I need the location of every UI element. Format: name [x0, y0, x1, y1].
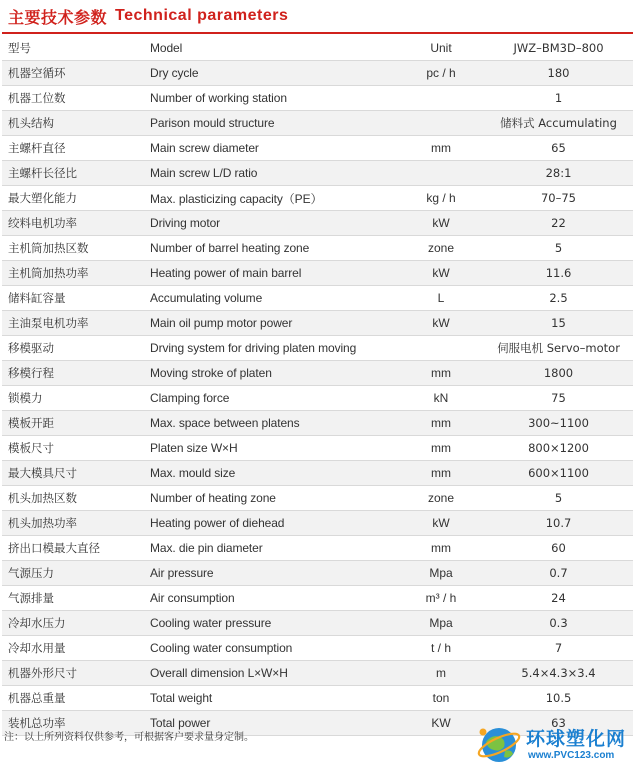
table-row [2, 336, 633, 361]
param-unit: zone [427, 491, 455, 505]
param-value: 0.3 [549, 616, 568, 630]
footnote: 注：以上所列资料仅供参考，可根据客户要求量身定制。 [4, 732, 254, 743]
param-name-cn: 移模行程 [8, 366, 54, 380]
param-name-cn: 气源排量 [8, 591, 54, 605]
param-value: 11.6 [545, 266, 572, 280]
param-value: 5 [554, 491, 563, 505]
param-value: JWZ–BM3D–800 [513, 41, 604, 55]
table-row [2, 511, 633, 536]
param-name-en: Model [150, 41, 183, 55]
param-name-en: Main screw diameter [150, 141, 259, 155]
param-name-cn: 模板尺寸 [8, 441, 54, 455]
param-name-en: Air pressure [150, 566, 214, 580]
spec-table [2, 36, 633, 736]
table-row [2, 536, 633, 561]
title-divider [2, 32, 633, 34]
param-value: 10.5 [545, 691, 572, 705]
param-value: 22 [551, 216, 566, 230]
title-en: Technical parameters [115, 7, 289, 24]
param-name-cn: 最大模具尺寸 [8, 466, 77, 480]
param-value: 70–75 [540, 191, 577, 205]
param-name-cn: 储料缸容量 [8, 291, 66, 305]
param-name-en: Number of working station [150, 91, 287, 105]
param-unit: kg / h [426, 191, 456, 205]
table-row [2, 36, 633, 61]
param-name-en: Max. mould size [150, 466, 236, 480]
param-name-cn: 挤出口模最大直径 [8, 541, 100, 555]
param-name-en: Max. die pin diameter [150, 541, 263, 555]
table-row [2, 486, 633, 511]
param-unit: kW [432, 266, 450, 280]
param-unit: ton [432, 691, 450, 705]
param-name-cn: 最大塑化能力 [8, 191, 77, 205]
param-name-en: Total power [150, 716, 211, 730]
param-value: 5 [554, 241, 563, 255]
param-unit: pc / h [426, 66, 456, 80]
param-unit: kN [433, 391, 449, 405]
param-value: 65 [551, 141, 566, 155]
param-value: 储料式 Accumulating [500, 116, 617, 130]
param-name-en: Main screw L/D ratio [150, 166, 258, 180]
param-name-cn: 主螺杆长径比 [8, 166, 77, 180]
page-title [8, 4, 288, 28]
param-name-cn: 型号 [8, 41, 31, 55]
param-unit: t / h [430, 641, 451, 655]
param-value: 24 [551, 591, 566, 605]
param-value: 75 [551, 391, 566, 405]
table-row [2, 86, 633, 111]
param-value: 10.7 [545, 516, 572, 530]
param-unit: mm [431, 466, 451, 480]
param-value: 2.5 [549, 291, 568, 305]
param-unit: m [436, 666, 446, 680]
param-unit: kW [432, 216, 450, 230]
param-name-cn: 冷却水用量 [8, 641, 66, 655]
param-unit: Mpa [429, 566, 453, 580]
table-row [2, 436, 633, 461]
table-row [2, 386, 633, 411]
param-name-en: Parison mould structure [150, 116, 275, 130]
table-row [2, 61, 633, 86]
param-value: 60 [551, 541, 566, 555]
param-unit: mm [431, 416, 451, 430]
table-row [2, 161, 633, 186]
param-name-cn: 装机总功率 [8, 716, 66, 730]
param-value: 180 [547, 66, 570, 80]
param-value: 28:1 [545, 166, 572, 180]
table-row [2, 186, 633, 211]
param-unit: m³ / h [425, 591, 457, 605]
param-unit: mm [431, 441, 451, 455]
param-name-en: Overall dimension L×W×H [150, 666, 288, 680]
param-name-cn: 机头结构 [8, 116, 54, 130]
logo-url: www.PVC123.com [528, 750, 615, 761]
param-unit: mm [431, 141, 451, 155]
title-cn: 主要技术参数 [8, 7, 108, 27]
param-name-en: Dry cycle [150, 66, 199, 80]
param-value: 1 [554, 91, 563, 105]
param-name-en: Max. space between platens [150, 416, 300, 430]
table-row [2, 461, 633, 486]
param-name-en: Accumulating volume [150, 291, 263, 305]
param-name-cn: 机器工位数 [8, 91, 66, 105]
param-name-cn: 机头加热区数 [8, 491, 77, 505]
param-unit: kW [432, 516, 450, 530]
table-row [2, 311, 633, 336]
param-name-en: Air consumption [150, 591, 235, 605]
param-value: 5.4×4.3×3.4 [521, 666, 596, 680]
table-row [2, 411, 633, 436]
param-value: 1800 [543, 366, 574, 380]
param-name-en: Heating power of main barrel [150, 266, 302, 280]
param-name-en: Number of heating zone [150, 491, 276, 505]
param-name-cn: 主螺杆直径 [8, 141, 66, 155]
param-name-cn: 主机筒加热功率 [8, 266, 89, 280]
param-name-cn: 机器总重量 [8, 691, 66, 705]
table-row [2, 211, 633, 236]
param-name-en: Max. plasticizing capacity（PE） [150, 191, 323, 206]
param-unit: L [437, 291, 445, 305]
table-row [2, 636, 633, 661]
table-row [2, 561, 633, 586]
logo-name: 环球塑化网 [526, 728, 627, 750]
param-name-cn: 锁模力 [8, 391, 43, 405]
param-name-en: Total weight [150, 691, 213, 705]
table-row [2, 136, 633, 161]
table-row [2, 111, 633, 136]
param-name-cn: 机器空循环 [8, 66, 66, 80]
param-value: 0.7 [549, 566, 568, 580]
param-unit: zone [427, 241, 455, 255]
param-name-cn: 模板开距 [8, 416, 54, 430]
param-name-en: Cooling water pressure [150, 616, 272, 630]
param-name-cn: 绞料电机功率 [8, 216, 77, 230]
param-unit: mm [431, 366, 451, 380]
param-name-cn: 机器外形尺寸 [8, 666, 77, 680]
param-unit: mm [431, 541, 451, 555]
param-value: 300~1100 [528, 416, 589, 430]
param-name-en: Clamping force [150, 391, 230, 405]
param-name-en: Main oil pump motor power [150, 316, 293, 330]
param-name-en: Drving system for driving platen moving [150, 341, 357, 355]
param-unit: Unit [430, 41, 452, 55]
param-value: 800×1200 [528, 441, 589, 455]
param-unit: kW [432, 316, 450, 330]
param-name-en: Driving motor [150, 216, 221, 230]
table-row [2, 586, 633, 611]
globe-logo-icon [476, 720, 522, 766]
param-value: 7 [554, 641, 563, 655]
param-name-cn: 主机筒加热区数 [8, 241, 89, 255]
param-value: 伺服电机 Servo–motor [497, 341, 620, 355]
param-name-cn: 主油泵电机功率 [8, 316, 89, 330]
param-value: 600×1100 [528, 466, 589, 480]
param-name-en: Platen size W×H [150, 441, 238, 455]
param-name-en: Number of barrel heating zone [150, 241, 310, 255]
param-unit: Mpa [429, 616, 453, 630]
table-row [2, 611, 633, 636]
table-row [2, 686, 633, 711]
param-name-cn: 机头加热功率 [8, 516, 77, 530]
param-value: 63 [551, 716, 566, 730]
param-name-en: Cooling water consumption [150, 641, 293, 655]
param-name-cn: 移模驱动 [8, 341, 54, 355]
param-unit: KW [431, 716, 451, 730]
param-name-cn: 冷却水压力 [8, 616, 66, 630]
param-value: 15 [551, 316, 566, 330]
table-row [2, 661, 633, 686]
param-name-en: Heating power of diehead [150, 516, 285, 530]
param-name-cn: 气源压力 [8, 566, 54, 580]
table-row [2, 361, 633, 386]
table-row [2, 236, 633, 261]
param-name-en: Moving stroke of platen [150, 366, 272, 380]
table-row [2, 261, 633, 286]
table-row [2, 286, 633, 311]
brand-logo[interactable] [476, 718, 632, 768]
